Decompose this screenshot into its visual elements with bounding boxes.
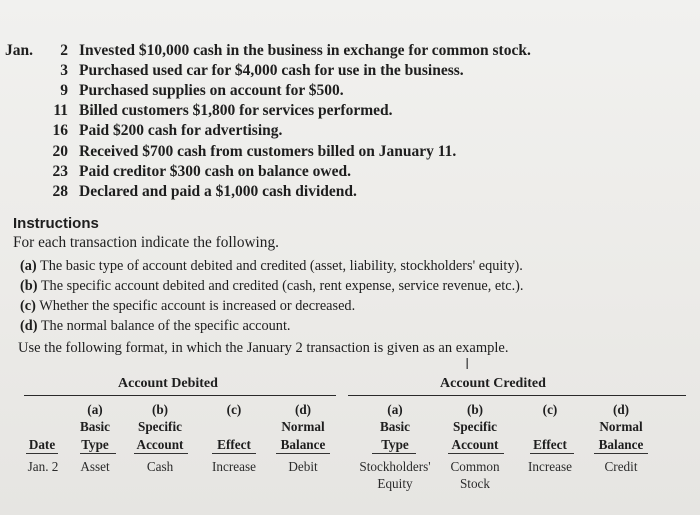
example-table	[0, 370, 700, 515]
transaction-day: 9	[60, 82, 68, 99]
credit-col-d-line1: Normal	[599, 419, 643, 434]
transaction-text: Billed customers $1,800 for services performed.	[79, 102, 393, 119]
debit-col-b-line1: Specific	[138, 419, 182, 434]
instruction-text: Whether the specific account is increased or decreased.	[39, 298, 356, 314]
example-credit-account-line2: Stock	[459, 476, 491, 491]
example-credit-type-line2: Equity	[377, 476, 413, 491]
debit-col-b-letter: (b)	[151, 402, 169, 417]
instruction-label: (d)	[20, 318, 38, 334]
transaction-day: 2	[60, 42, 68, 59]
example-credit-balance: Credit	[604, 459, 638, 474]
transaction-text: Paid creditor $300 cash on balance owed.	[79, 163, 351, 180]
debit-col-d-underline	[276, 453, 330, 454]
credit-col-b-underline	[448, 453, 504, 454]
transaction-day: 11	[53, 102, 68, 119]
date-header-underline	[26, 453, 58, 454]
debit-col-c-letter: (c)	[226, 402, 242, 417]
credit-col-c-letter: (c)	[542, 402, 558, 417]
transaction-month: Jan.	[5, 42, 33, 59]
credit-col-a-underline	[372, 453, 416, 454]
example-debit-balance: Debit	[288, 459, 318, 474]
transaction-day: 20	[52, 143, 68, 160]
instruction-item	[20, 258, 523, 275]
transaction-text: Purchased used car for $4,000 cash for use in the business.	[79, 62, 464, 79]
account-credited-header: Account Credited	[440, 376, 546, 391]
example-date: Jan. 2	[27, 459, 59, 474]
credit-col-c-line2: Effect	[533, 437, 567, 452]
credit-col-b-line1: Specific	[453, 419, 497, 434]
credit-col-d-underline	[594, 453, 648, 454]
instruction-item	[20, 318, 291, 335]
credit-col-a-line2: Type	[381, 437, 409, 452]
debited-divider	[24, 395, 336, 396]
transaction-text: Paid $200 cash for advertising.	[79, 122, 283, 139]
credit-col-d-letter: (d)	[612, 402, 630, 417]
example-debit-type: Asset	[80, 459, 110, 474]
transaction-day: 3	[60, 62, 68, 79]
transaction-text: Received $700 cash from customers billed on January 11.	[79, 143, 457, 160]
example-credit-type: Stockholders'	[359, 459, 431, 474]
instruction-label: (a)	[20, 258, 37, 274]
transaction-day: 28	[52, 183, 68, 200]
instructions-title: Instructions	[13, 215, 99, 232]
instruction-text: The basic type of account debited and credited (asset, liability, stockholders' equity).	[40, 258, 523, 274]
debit-col-b-underline	[134, 453, 188, 454]
instruction-item	[20, 278, 524, 295]
credit-col-b-line2: Account	[451, 437, 499, 452]
transaction-text: Invested $10,000 cash in the business in exchange for common stock.	[79, 42, 531, 59]
credited-divider	[348, 395, 686, 396]
debit-col-d-letter: (d)	[294, 402, 312, 417]
debit-col-a-letter: (a)	[87, 402, 103, 417]
instruction-label: (b)	[20, 278, 38, 294]
transaction-text: Declared and paid a $1,000 cash dividend.	[79, 183, 357, 200]
instruction-text: The normal balance of the specific account.	[40, 318, 291, 334]
example-debit-account: Cash	[146, 459, 174, 474]
instruction-item	[20, 298, 355, 315]
debit-col-a-underline	[80, 453, 116, 454]
debit-col-a-line2: Type	[81, 437, 109, 452]
example-credit-effect: Increase	[528, 459, 572, 474]
example-debit-effect: Increase	[212, 459, 256, 474]
credit-col-d-line2: Balance	[598, 437, 644, 452]
transaction-text: Purchased supplies on account for $500.	[79, 82, 344, 99]
debit-col-d-line1: Normal	[281, 419, 325, 434]
credit-col-a-line1: Basic	[379, 419, 411, 434]
date-header: Date	[28, 437, 56, 452]
example-credit-account: Common	[450, 459, 500, 474]
debit-col-b-line2: Account	[136, 437, 184, 452]
credit-col-a-letter: (a)	[387, 402, 403, 417]
debit-col-d-line2: Balance	[280, 437, 326, 452]
credit-col-c-underline	[530, 453, 574, 454]
debit-col-c-line2: Effect	[217, 437, 251, 452]
instructions-intro: For each transaction indicate the following.	[13, 234, 279, 251]
transaction-day: 16	[52, 122, 68, 139]
text-cursor-icon: I	[465, 356, 470, 373]
instruction-text: The specific account debited and credited (cash, rent expense, service revenue, etc.).	[40, 278, 524, 294]
instruction-label: (c)	[20, 298, 36, 314]
debit-col-c-underline	[212, 453, 256, 454]
format-note: Use the following format, in which the January 2 transaction is given as an example.	[18, 340, 509, 356]
debit-col-a-line1: Basic	[79, 419, 111, 434]
credit-col-b-letter: (b)	[466, 402, 484, 417]
account-debited-header: Account Debited	[118, 376, 218, 391]
transaction-day: 23	[52, 163, 68, 180]
